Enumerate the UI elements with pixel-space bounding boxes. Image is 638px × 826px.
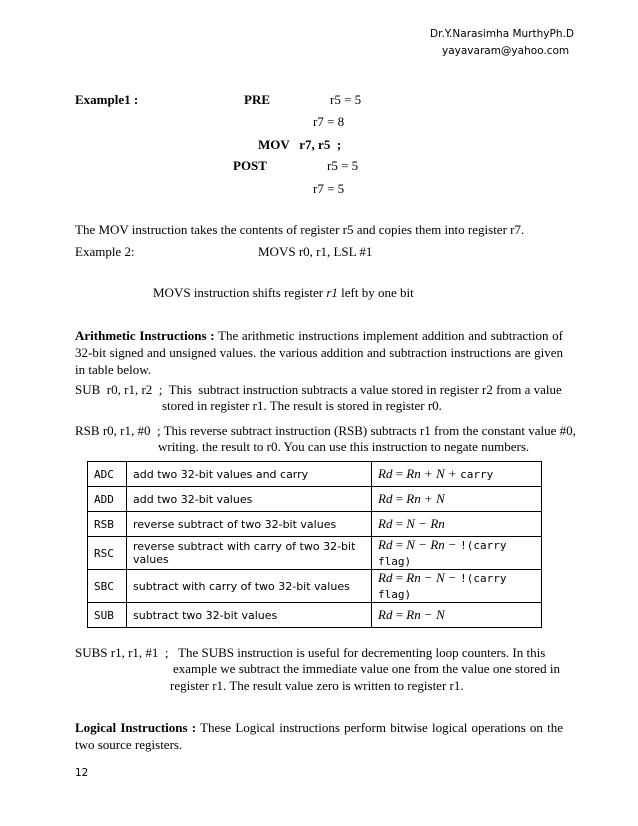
mov-description: The MOV instruction takes the contents of register r5 and copies them into register r7.	[75, 222, 525, 237]
equals-sign: =	[392, 491, 407, 506]
example1-label: Example1 :	[75, 92, 139, 107]
formula-operator-1: −	[418, 516, 427, 531]
header-email: yayavaram@yahoo.com	[442, 45, 570, 57]
formula-operand-1: Rn	[406, 570, 421, 585]
formula-lhs: Rd	[378, 491, 393, 506]
rsb-line-1: RSB r0, r1, #0 ; This reverse subtract instruction (RSB) subtracts r1 from the constant value #0,	[75, 423, 576, 438]
formula-operator-1: +	[424, 466, 433, 481]
arithmetic-instructions-table	[87, 461, 542, 628]
formula-operand-2: Rn	[430, 537, 445, 552]
mnemonic-cell: ADD	[88, 487, 127, 512]
description-cell: add two 32-bit values and carry	[127, 462, 372, 487]
formula-tail: !(carry flag)	[378, 572, 507, 601]
mnemonic-cell: SBC	[88, 570, 127, 603]
table-row	[88, 537, 542, 570]
formula-operand-2: N	[436, 491, 445, 506]
formula-operand-1: N	[406, 537, 415, 552]
description-cell: reverse subtract of two 32-bit values	[127, 512, 372, 537]
table-row	[88, 487, 542, 512]
formula-operand-1: N	[406, 516, 415, 531]
example2-instruction: MOVS r0, r1, LSL #1	[258, 244, 373, 259]
formula-cell	[372, 570, 542, 603]
example2-label: Example 2:	[75, 244, 135, 259]
formula-operator-2: −	[448, 537, 457, 552]
mnemonic-cell: ADC	[88, 462, 127, 487]
subs-line-2: example we subtract the immediate value one from the value one stored in	[173, 661, 560, 676]
formula-operator-2: −	[448, 570, 457, 585]
formula-operand-2: N	[436, 570, 445, 585]
formula-operand-2: N	[436, 466, 445, 481]
mnemonic-cell: RSC	[88, 537, 127, 570]
formula-operand-2: N	[436, 607, 445, 622]
description-cell: subtract with carry of two 32-bit values	[127, 570, 372, 603]
header-author: Dr.Y.Narasimha MurthyPh.D	[430, 28, 574, 40]
formula-lhs: Rd	[378, 607, 393, 622]
formula-operator-1: −	[424, 570, 433, 585]
equals-sign: =	[392, 466, 407, 481]
formula-tail: carry	[460, 468, 494, 481]
formula-cell	[372, 487, 542, 512]
formula-operand-1: Rn	[406, 607, 421, 622]
movs-description: MOVS instruction shifts register r1 left by one bit	[153, 285, 414, 300]
table-row	[88, 462, 542, 487]
formula-lhs: Rd	[378, 537, 393, 552]
post-label: POST	[233, 158, 267, 173]
sub-line-1: SUB r0, r1, r2 ; This subtract instruction subtracts a value stored in register r2 from a value	[75, 382, 562, 397]
mov-instruction: MOV r7, r5 ;	[258, 137, 342, 152]
r7-pre-value: r7 = 8	[313, 114, 345, 129]
description-cell: subtract two 32-bit values	[127, 603, 372, 628]
r5-pre-value: r5 = 5	[330, 92, 362, 107]
formula-operator-1: −	[424, 607, 433, 622]
formula-lhs: Rd	[378, 570, 393, 585]
formula-cell	[372, 537, 542, 570]
subs-line-1: SUBS r1, r1, #1 ; The SUBS instruction is useful for decrementing loop counters. In this	[75, 645, 546, 660]
r7-post-value: r7 = 5	[313, 181, 345, 196]
mnemonic-cell: SUB	[88, 603, 127, 628]
description-cell: add two 32-bit values	[127, 487, 372, 512]
formula-cell	[372, 603, 542, 628]
equals-sign: =	[392, 570, 407, 585]
subs-line-3: register r1. The result value zero is written to register r1.	[170, 678, 464, 693]
equals-sign: =	[392, 607, 407, 622]
formula-operator-1: −	[418, 537, 427, 552]
table-row	[88, 512, 542, 537]
formula-cell	[372, 462, 542, 487]
pre-label: PRE	[244, 92, 270, 107]
formula-cell	[372, 512, 542, 537]
formula-operator-1: +	[424, 491, 433, 506]
equals-sign: =	[392, 537, 407, 552]
formula-operand-1: Rn	[406, 491, 421, 506]
page-number: 12	[75, 767, 89, 779]
formula-lhs: Rd	[378, 516, 393, 531]
description-cell: reverse subtract with carry of two 32-bit values	[127, 537, 372, 570]
formula-tail: !(carry flag)	[378, 539, 507, 568]
sub-line-2: stored in register r1. The result is stored in register r0.	[162, 398, 442, 413]
rsb-line-2: writing. the result to r0. You can use this instruction to negate numbers.	[158, 439, 530, 454]
arithmetic-paragraph: Arithmetic Instructions : The arithmetic instructions implement addition and subtraction of 32-bit signed and unsigned values. the various addition and subtraction instructions are given in table below.	[75, 328, 564, 377]
table-row	[88, 603, 542, 628]
mnemonic-cell: RSB	[88, 512, 127, 537]
formula-operand-1: Rn	[406, 466, 421, 481]
formula-lhs: Rd	[378, 466, 393, 481]
logical-paragraph: Logical Instructions : These Logical instructions perform bitwise logical operations on the two source registers.	[75, 720, 563, 752]
table-row	[88, 570, 542, 603]
equals-sign: =	[392, 516, 407, 531]
r5-post-value: r5 = 5	[327, 158, 359, 173]
formula-operator-2: +	[448, 466, 457, 481]
formula-operand-2: Rn	[430, 516, 445, 531]
